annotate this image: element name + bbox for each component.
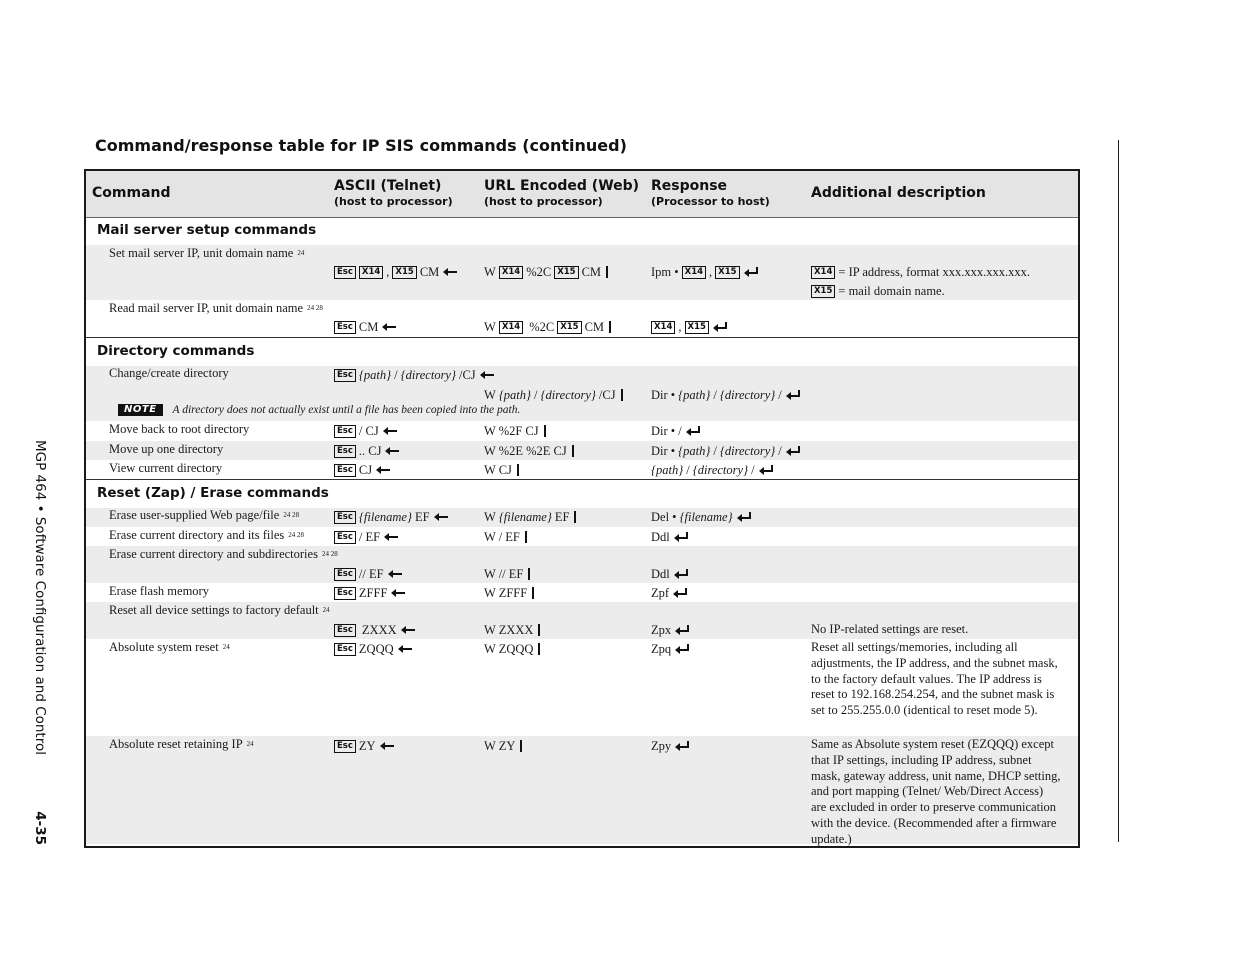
- ascii-up-dir: Esc .. CJ: [334, 443, 400, 459]
- desc-abs-ip: Same as Absolute system reset (EZQQQ) except that IP settings, including IP address, subnet mask, gateway address, unit name, DHCP setting, and port mapping (Telnet/ Web/Direct Access) are excluded in order to preserve communication with the device. (Recommended after a firmware update.): [811, 737, 1061, 846]
- left-arrow-icon: [379, 741, 395, 751]
- desc-factory: No IP-related settings are reset.: [811, 622, 969, 636]
- header-ascii-sub: (host to processor): [334, 195, 453, 208]
- x14-variable-icon: X14: [811, 266, 835, 279]
- ascii-abs-ip: Esc ZY: [334, 738, 395, 754]
- ascii-root-dir: Esc / CJ: [334, 423, 398, 439]
- url-abs-ip: W ZY: [484, 738, 522, 754]
- pipe-icon: [520, 740, 522, 752]
- x15-variable-icon: X15: [811, 285, 835, 298]
- pipe-icon: [528, 568, 530, 580]
- x15-variable-icon: X15: [557, 321, 581, 334]
- section-divider: [86, 337, 1078, 338]
- return-arrow-icon: [674, 625, 690, 635]
- note-badge: NOTE: [118, 404, 163, 416]
- ascii-read-mail: Esc CM: [334, 319, 397, 335]
- return-arrow-icon: [685, 426, 701, 436]
- desc-abs: Reset all settings/memories, including all adjustments, the IP address, and the subnet mask, to the factory default values. The IP address is reset to 192.168.254.254, and the subnet mask is set to 255.255.0.0 (identical to reset mode 5).: [811, 640, 1058, 718]
- url-change-dir: W {path} / {directory} /CJ: [484, 387, 623, 403]
- left-arrow-icon: [381, 322, 397, 332]
- return-arrow-icon: [736, 512, 752, 522]
- desc-set-mail-x15: X15 = mail domain name.: [811, 283, 945, 299]
- resp-set-mail: Ipm • X14 , X15: [651, 264, 759, 280]
- section-heading-directory: Directory commands: [97, 343, 255, 359]
- pipe-icon: [621, 389, 623, 401]
- url-erase-web: W {filename} EF: [484, 509, 576, 525]
- return-arrow-icon: [672, 588, 688, 598]
- left-arrow-icon: [390, 588, 406, 598]
- return-arrow-icon: [673, 569, 689, 579]
- x14-variable-icon: X14: [651, 321, 675, 334]
- header-url-sub: (host to processor): [484, 195, 603, 208]
- url-read-mail: W X14 %2C X15 CM: [484, 319, 611, 335]
- resp-abs-ip: Zpy: [651, 738, 690, 754]
- pipe-icon: [544, 425, 546, 437]
- return-arrow-icon: [674, 644, 690, 654]
- url-root-dir: W %2F CJ: [484, 423, 546, 439]
- pipe-icon: [517, 464, 519, 476]
- return-arrow-icon: [743, 267, 759, 277]
- left-arrow-icon: [375, 465, 391, 475]
- esc-key-icon: Esc: [334, 531, 356, 544]
- page-number: 4-35: [32, 811, 48, 845]
- ascii-abs: Esc ZQQQ: [334, 641, 413, 657]
- ascii-erase-sub: Esc // EF: [334, 566, 403, 582]
- ascii-erase-web: Esc {filename} EF: [334, 509, 449, 525]
- right-margin-rule: [1118, 140, 1119, 842]
- resp-flash: Zpf: [651, 585, 688, 601]
- header-command: Command: [92, 185, 171, 201]
- row-label-flash: Erase flash memory: [109, 584, 209, 598]
- esc-key-icon: Esc: [334, 568, 356, 581]
- esc-key-icon: Esc: [334, 511, 356, 524]
- ascii-view-dir: Esc CJ: [334, 462, 391, 478]
- pipe-icon: [538, 643, 540, 655]
- return-arrow-icon: [674, 741, 690, 751]
- left-arrow-icon: [479, 370, 495, 380]
- pipe-icon: [538, 624, 540, 636]
- header-response-sub: (Processor to host): [651, 195, 770, 208]
- esc-key-icon: Esc: [334, 445, 356, 458]
- row-label-factory: Reset all device settings to factory default 24: [109, 603, 330, 617]
- x14-variable-icon: X14: [359, 266, 383, 279]
- row-label-change-dir: Change/create directory: [109, 366, 229, 380]
- url-abs: W ZQQQ: [484, 641, 540, 657]
- section-heading-reset: Reset (Zap) / Erase commands: [97, 485, 329, 501]
- url-set-mail: W X14 %2C X15 CM: [484, 264, 608, 280]
- esc-key-icon: Esc: [334, 369, 356, 382]
- x15-variable-icon: X15: [685, 321, 709, 334]
- resp-erase-web: Del • {filename}: [651, 509, 752, 525]
- resp-erase-sub: Ddl: [651, 566, 689, 582]
- pipe-icon: [609, 321, 611, 333]
- page-title: Command/response table for IP SIS commands (continued): [95, 136, 627, 155]
- esc-key-icon: Esc: [334, 740, 356, 753]
- row-label-erase-sub: Erase current directory and subdirectories 24 28: [109, 547, 338, 561]
- esc-key-icon: Esc: [334, 425, 356, 438]
- url-factory: W ZXXX: [484, 622, 540, 638]
- table-header: [86, 171, 1078, 218]
- row-label-view-dir: View current directory: [109, 461, 223, 475]
- esc-key-icon: Esc: [334, 321, 356, 334]
- pipe-icon: [532, 587, 534, 599]
- row-label-abs: Absolute system reset 24: [109, 640, 230, 654]
- pipe-icon: [572, 445, 574, 457]
- resp-factory: Zpx: [651, 622, 690, 638]
- row-label-erase-dir: Erase current directory and its files 24 28: [109, 528, 305, 542]
- left-arrow-icon: [433, 512, 449, 522]
- left-arrow-icon: [397, 644, 413, 654]
- esc-key-icon: Esc: [334, 643, 356, 656]
- left-arrow-icon: [400, 625, 416, 635]
- left-arrow-icon: [384, 446, 400, 456]
- row-label-abs-ip: Absolute reset retaining IP 24: [109, 737, 254, 751]
- row-label-erase-web: Erase user-supplied Web page/file 24 28: [109, 508, 300, 522]
- ascii-factory: Esc ZXXX: [334, 622, 416, 638]
- pipe-icon: [574, 511, 576, 523]
- resp-root-dir: Dir • /: [651, 423, 701, 439]
- ascii-flash: Esc ZFFF: [334, 585, 406, 601]
- section-divider: [86, 479, 1078, 480]
- return-arrow-icon: [673, 532, 689, 542]
- x15-variable-icon: X15: [554, 266, 578, 279]
- left-arrow-icon: [442, 267, 458, 277]
- pipe-icon: [525, 531, 527, 543]
- ascii-set-mail: Esc X14 , X15 CM: [334, 264, 458, 280]
- url-flash: W ZFFF: [484, 585, 534, 601]
- header-response: Response: [651, 178, 728, 194]
- row-label-up-dir: Move up one directory: [109, 442, 224, 456]
- x15-variable-icon: X15: [392, 266, 416, 279]
- resp-view-dir: {path} / {directory} /: [651, 462, 774, 478]
- row-label-root-dir: Move back to root directory: [109, 422, 250, 436]
- section-heading-mail: Mail server setup commands: [97, 222, 317, 238]
- header-additional: Additional description: [811, 185, 986, 201]
- left-arrow-icon: [387, 569, 403, 579]
- return-arrow-icon: [785, 446, 801, 456]
- left-arrow-icon: [383, 532, 399, 542]
- side-running-footer: [30, 440, 50, 845]
- ascii-erase-dir: Esc / EF: [334, 529, 399, 545]
- esc-key-icon: Esc: [334, 266, 356, 279]
- desc-set-mail-x14: X14 = IP address, format xxx.xxx.xxx.xxx.: [811, 264, 1030, 280]
- x14-variable-icon: X14: [499, 321, 523, 334]
- note-text: A directory does not actually exist until a file has been copied into the path.: [172, 404, 521, 416]
- url-erase-dir: W / EF: [484, 529, 527, 545]
- header-url: URL Encoded (Web): [484, 178, 640, 194]
- esc-key-icon: Esc: [334, 624, 356, 637]
- return-arrow-icon: [712, 322, 728, 332]
- esc-key-icon: Esc: [334, 587, 356, 600]
- resp-up-dir: Dir • {path} / {directory} /: [651, 443, 801, 459]
- return-arrow-icon: [758, 465, 774, 475]
- row-shade: [86, 441, 1078, 460]
- url-view-dir: W CJ: [484, 462, 519, 478]
- x15-variable-icon: X15: [715, 266, 739, 279]
- ascii-change-dir: Esc {path} / {directory} /CJ: [334, 367, 495, 383]
- url-up-dir: W %2E %2E CJ: [484, 443, 574, 459]
- resp-read-mail: X14 , X15: [651, 319, 728, 335]
- resp-abs: Zpq: [651, 641, 690, 657]
- resp-erase-dir: Ddl: [651, 529, 689, 545]
- left-arrow-icon: [382, 426, 398, 436]
- pipe-icon: [606, 266, 608, 278]
- url-erase-sub: W // EF: [484, 566, 530, 582]
- command-table: [84, 169, 1080, 848]
- x14-variable-icon: X14: [682, 266, 706, 279]
- x14-variable-icon: X14: [499, 266, 523, 279]
- header-ascii: ASCII (Telnet): [334, 178, 442, 194]
- row-label-read-mail: Read mail server IP, unit domain name 24 28: [109, 301, 323, 315]
- directory-note: [118, 404, 520, 416]
- resp-change-dir: Dir • {path} / {directory} /: [651, 387, 801, 403]
- return-arrow-icon: [785, 390, 801, 400]
- esc-key-icon: Esc: [334, 464, 356, 477]
- row-label-set-mail: Set mail server IP, unit domain name 24: [109, 246, 305, 260]
- side-label-text: MGP 464 • Software Configuration and Control: [32, 440, 48, 755]
